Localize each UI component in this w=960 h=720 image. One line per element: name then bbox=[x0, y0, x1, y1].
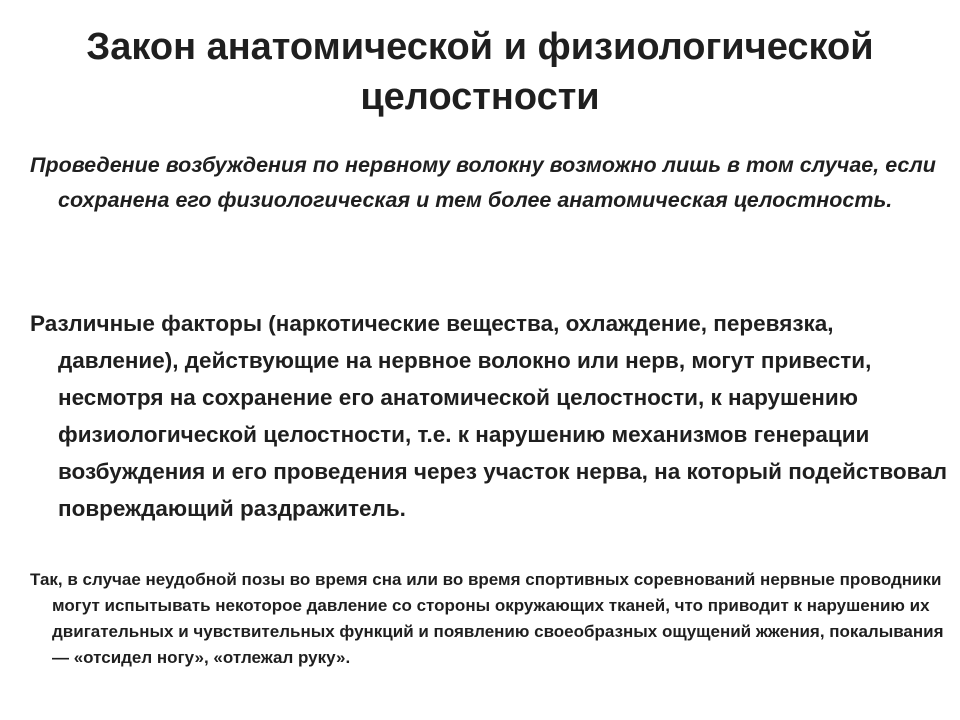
slide-title: Закон анатомической и физиологической целостности bbox=[86, 26, 874, 118]
paragraph-example: Так, в случае неудобной позы во время сна или во время спортивных соревнований нервные проводники могут испытывать некоторое давление со стороны окружающих тканей, что приводит к нарушению их двигательных и чувствительных функций и появлению своеобразных ощущений жжения, покалывания — «отсидел ногу», «отлежал руку». bbox=[30, 570, 944, 667]
paragraph-conduction-condition: Проведение возбуждения по нервному волокну возможно лишь в том случае, если сохранена его физиологическая и тем более анатомическая целостность. bbox=[30, 153, 936, 212]
paragraph-damaging-factors: Различные факторы (наркотические вещества, охлаждение, перевязка, давление), действующие на нервное волокно или нерв, могут привести, несмотря на сохранение его анатомической целостности, к нарушению физиологической целостности, т.е. к нарушению механизмов генерации возбуждения и его проведения через участок нерва, на который подействовал повреждающий раздражитель. bbox=[30, 311, 948, 521]
